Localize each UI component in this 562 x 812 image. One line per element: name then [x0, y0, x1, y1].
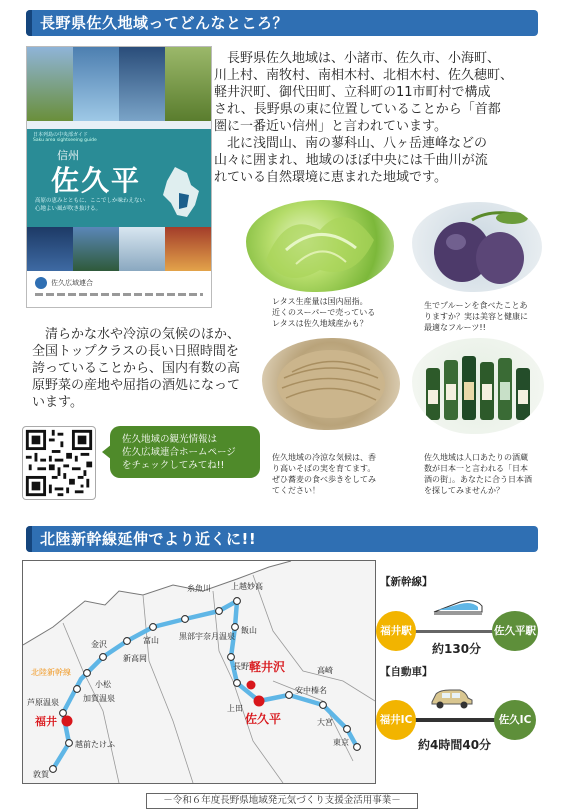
- intro-text: 長野県佐久地域は、小諸市、佐久市、小海町、 川上村、南牧村、南相木村、北相木村、佐久穂町、 軽井沢町、御代田町、立科町の11市町村で構成 され、長野県の東に位置していることから「首都 圏に一番近い信州」と言われています。 北に浅間山、南の蓼科山、八ヶ岳連峰などの 山々に囲まれ、地域のほぼ中央には千曲川が流 れている自然環境に恵まれた地域です。: [214, 51, 514, 185]
- station-label: 高崎: [317, 666, 333, 675]
- speech-bubble: [110, 426, 260, 478]
- station-label: 飯山: [241, 626, 257, 635]
- from-label: 福井IC: [379, 714, 413, 726]
- prune-photo: [412, 202, 542, 292]
- sake-caption: 佐久地域は人口あたりの酒蔵 数が日本一と言われる「日本 酒の街」。あなたに合う日本酒 を探してみませんか？: [424, 453, 532, 495]
- station-label: 大宮: [317, 718, 333, 727]
- soba-photo: [262, 338, 400, 430]
- sake-photo: [412, 338, 544, 434]
- station-label: 新高岡: [123, 654, 147, 663]
- station-label: 長野: [233, 662, 249, 671]
- station-label: 越前たけふ: [75, 740, 115, 749]
- station-label: 芦原温泉: [27, 698, 59, 707]
- fukui-ic-circle: [376, 700, 416, 740]
- line-label: 北陸新幹線: [31, 668, 71, 677]
- sakudaira-label: 佐久平: [245, 712, 282, 726]
- footer-text: －令和６年度長野県地域発元気づくり支援金活用事業－: [146, 793, 418, 809]
- prune-caption: 生でプルーンを食べたことあ りますか？実は美容と健康に 最適なフルーツ!!: [424, 301, 528, 332]
- saku-ic-circle: [494, 700, 536, 740]
- station-label: 加賀温泉: [83, 694, 115, 703]
- brochure-title: 佐久平: [51, 164, 142, 197]
- station-label: 糸魚川: [187, 584, 211, 593]
- station-label: 黒部宇奈月温泉: [179, 632, 235, 641]
- speech-line: 佐久広域連合ホームページ: [122, 447, 236, 458]
- station-label: 上田: [227, 704, 243, 713]
- station-label: 敦賀: [33, 770, 49, 779]
- soba-caption: 佐久地域の冷涼な気候は、香 り高いそばの実を育てます。 ぜひ蕎麦の食べ歩きをしてみ てください！: [272, 453, 376, 495]
- station-label: 安中榛名: [295, 686, 327, 695]
- publisher-logo-icon: [35, 277, 47, 289]
- lettuce-photo: [246, 200, 394, 292]
- to-label: 佐久平駅: [494, 625, 536, 637]
- station-label: 小松: [95, 680, 111, 689]
- brochure-cover: [26, 46, 212, 308]
- brochure-tagline: 高原の恵みとともに、ここでしか味わえない心地よい風が吹き抜ける。: [35, 198, 146, 212]
- shinkansen-label: 【新幹線】: [380, 576, 433, 588]
- station-label: 東京: [333, 738, 349, 747]
- speech-line: をチェックしてみてね!!: [122, 460, 225, 471]
- shinkansen-time: 約130分: [432, 642, 482, 656]
- section-banner: [26, 526, 538, 552]
- qr-code[interactable]: [22, 426, 96, 500]
- karuizawa-label: 軽井沢: [249, 660, 286, 674]
- fukui-label: 福井: [35, 715, 57, 728]
- to-label: 佐久IC: [498, 714, 532, 726]
- car-time: 約4時間40分: [418, 738, 492, 752]
- fukui-station-circle: [376, 611, 416, 651]
- from-label: 福井駅: [380, 625, 412, 637]
- route-map: [22, 560, 376, 784]
- speech-line: 佐久地域の観光情報は: [122, 434, 218, 445]
- climate-text: 清らかな水や冷涼の気候のほか、 全国トップクラスの長い日照時間を 誇っていることから、国内有数の高 原野菜の産地や屈指の酒処になって います。: [32, 327, 241, 410]
- station-label: 富山: [143, 636, 159, 645]
- lettuce-caption: レタス生産量は国内屈指。 近くのスーパーで売っている レタスは佐久地域産かも？: [272, 297, 376, 328]
- saku-station-circle: [492, 611, 538, 651]
- brochure-small-en: Saku area sightseeing guide: [33, 138, 97, 143]
- brochure-publisher: 佐久広域連合: [51, 279, 93, 287]
- brochure-small-text: 日本列島の中央部ガイド: [33, 132, 88, 138]
- section-title: 北陸新幹線延伸でより近くに!!: [40, 530, 257, 548]
- train-icon: [430, 596, 486, 618]
- section-title: 長野県佐久地域ってどんなところ？: [40, 14, 289, 32]
- nagano-map-icon: [157, 165, 203, 221]
- station-label: 上越妙高: [231, 582, 263, 591]
- car-label: 【自動車】: [380, 666, 433, 678]
- car-icon: [428, 686, 474, 710]
- section-banner: [26, 10, 538, 36]
- station-label: 金沢: [91, 640, 107, 649]
- brochure-title-small: 信州: [57, 149, 79, 162]
